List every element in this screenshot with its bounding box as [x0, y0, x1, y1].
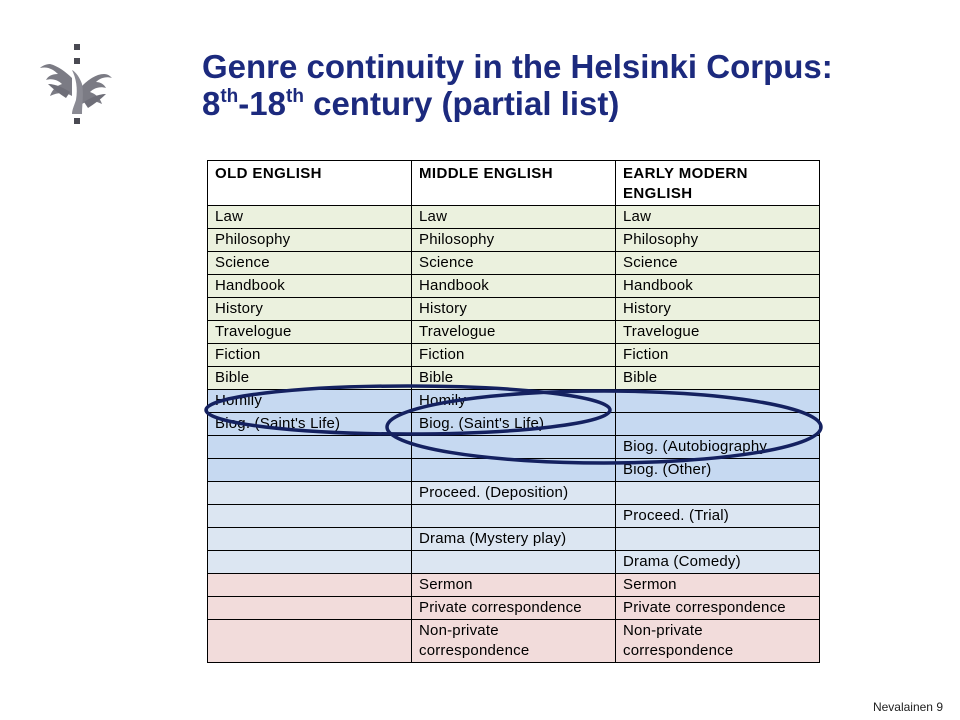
table-cell-middle-english: History — [412, 298, 616, 321]
table-cell-middle-english — [412, 436, 616, 459]
table-header-row — [208, 161, 820, 206]
table-cell-old-english: Philosophy — [208, 229, 412, 252]
table-cell-old-english — [208, 551, 412, 574]
table-cell-middle-english: Bible — [412, 367, 616, 390]
genre-table-body — [208, 206, 820, 663]
table-cell-middle-english: Fiction — [412, 344, 616, 367]
table-row — [208, 505, 820, 528]
table-cell-early-modern-english: Biog. (Other) — [616, 459, 820, 482]
header-old-english: OLD ENGLISH — [208, 161, 412, 206]
table-row — [208, 459, 820, 482]
title-line-2 — [202, 85, 619, 122]
table-cell-early-modern-english: Science — [616, 252, 820, 275]
table-cell-old-english: Fiction — [208, 344, 412, 367]
table-cell-early-modern-english — [616, 413, 820, 436]
table-row — [208, 436, 820, 459]
table-cell-old-english — [208, 482, 412, 505]
table-cell-early-modern-english: Drama (Comedy) — [616, 551, 820, 574]
table-row — [208, 206, 820, 229]
title-superscript-2: th — [286, 86, 304, 107]
table-cell-middle-english: Homily — [412, 390, 616, 413]
table-cell-middle-english: Sermon — [412, 574, 616, 597]
table-cell-middle-english — [412, 551, 616, 574]
table-row — [208, 275, 820, 298]
table-cell-old-english — [208, 436, 412, 459]
table-cell-old-english — [208, 597, 412, 620]
slide-title — [202, 48, 942, 122]
title-century-start: 8 — [202, 85, 221, 122]
table-row — [208, 367, 820, 390]
table-cell-middle-english: Proceed. (Deposition) — [412, 482, 616, 505]
genre-table — [207, 160, 820, 663]
footer-page-number: Nevalainen 9 — [872, 700, 943, 714]
table-cell-old-english — [208, 505, 412, 528]
table-cell-early-modern-english: Non-private correspondence — [616, 620, 820, 663]
table-cell-early-modern-english — [616, 528, 820, 551]
table-cell-middle-english — [412, 505, 616, 528]
title-suffix: century (partial list) — [303, 85, 620, 122]
table-cell-old-english: Handbook — [208, 275, 412, 298]
title-superscript-1: th — [220, 86, 239, 107]
table-cell-old-english — [208, 574, 412, 597]
table-cell-middle-english: Drama (Mystery play) — [412, 528, 616, 551]
table-cell-early-modern-english — [616, 390, 820, 413]
table-row — [208, 528, 820, 551]
table-cell-early-modern-english: Philosophy — [616, 229, 820, 252]
table-row — [208, 229, 820, 252]
table-cell-old-english: Science — [208, 252, 412, 275]
table-cell-middle-english: Philosophy — [412, 229, 616, 252]
table-cell-middle-english: Biog. (Saint's Life) — [412, 413, 616, 436]
table-cell-old-english: Biog. (Saint's Life) — [208, 413, 412, 436]
header-middle-english: MIDDLE ENGLISH — [412, 161, 616, 206]
table-row — [208, 620, 820, 663]
table-cell-middle-english: Handbook — [412, 275, 616, 298]
table-cell-old-english: History — [208, 298, 412, 321]
table-cell-early-modern-english: Proceed. (Trial) — [616, 505, 820, 528]
table-row — [208, 574, 820, 597]
table-row — [208, 482, 820, 505]
table-row — [208, 344, 820, 367]
table-row — [208, 597, 820, 620]
table-cell-middle-english: Law — [412, 206, 616, 229]
table-cell-old-english — [208, 620, 412, 663]
table-cell-early-modern-english — [616, 482, 820, 505]
table-cell-middle-english: Science — [412, 252, 616, 275]
university-logo-icon — [36, 44, 116, 132]
title-line-1: Genre continuity in the Helsinki Corpus: — [202, 48, 833, 85]
table-row — [208, 413, 820, 436]
table-cell-early-modern-english: Handbook — [616, 275, 820, 298]
table-cell-old-english — [208, 459, 412, 482]
table-cell-middle-english: Private correspondence — [412, 597, 616, 620]
table-cell-early-modern-english: Sermon — [616, 574, 820, 597]
table-cell-middle-english — [412, 459, 616, 482]
table-cell-middle-english: Non-private correspondence — [412, 620, 616, 663]
table-cell-old-english: Law — [208, 206, 412, 229]
table-cell-middle-english: Travelogue — [412, 321, 616, 344]
table-cell-early-modern-english: Biog. (Autobiography — [616, 436, 820, 459]
table-cell-old-english — [208, 528, 412, 551]
table-row — [208, 298, 820, 321]
table-cell-old-english: Travelogue — [208, 321, 412, 344]
table-row — [208, 252, 820, 275]
table-row — [208, 551, 820, 574]
table-row — [208, 390, 820, 413]
title-century-end: -18 — [238, 85, 286, 122]
table-cell-early-modern-english: Travelogue — [616, 321, 820, 344]
table-cell-early-modern-english: History — [616, 298, 820, 321]
header-early-modern-english: EARLY MODERN ENGLISH — [616, 161, 820, 206]
table-cell-old-english: Homily — [208, 390, 412, 413]
table-cell-old-english: Bible — [208, 367, 412, 390]
table-row — [208, 321, 820, 344]
table-cell-early-modern-english: Bible — [616, 367, 820, 390]
table-cell-early-modern-english: Private correspondence — [616, 597, 820, 620]
table-cell-early-modern-english: Fiction — [616, 344, 820, 367]
table-cell-early-modern-english: Law — [616, 206, 820, 229]
